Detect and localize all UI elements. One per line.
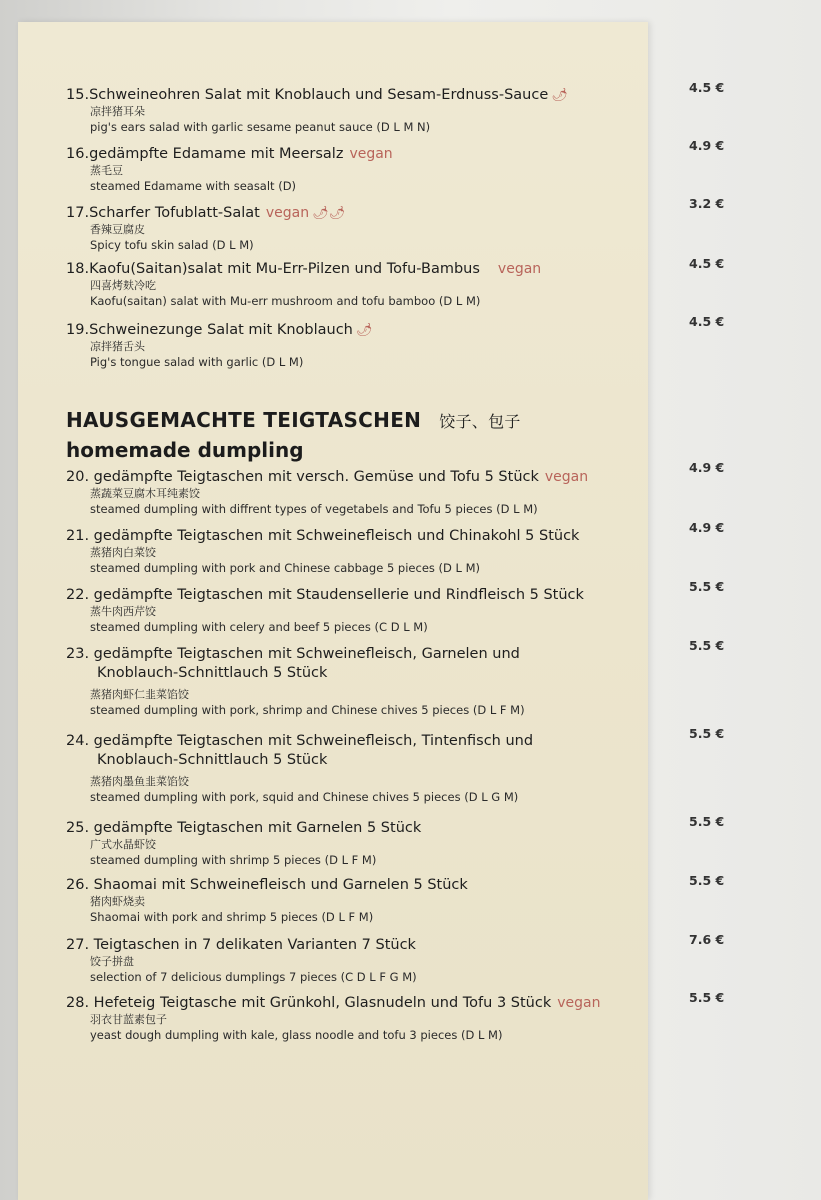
item-title: gedämpfte Teigtaschen mit versch. Gemüse und Tofu 5 Stück [93,469,539,485]
item-price: 4.5 € [689,80,725,95]
item-chinese: 蒸毛豆 [90,164,123,177]
menu-item-15 [66,86,568,135]
menu-item-23 [66,645,525,718]
item-title: gedämpfte Teigtaschen mit Schweinefleisch und Chinakohl 5 Stück [93,528,580,544]
item-price: 5.5 € [689,873,725,888]
item-title: Hefeteig Teigtasche mit Grünkohl, Glasnudeln und Tofu 3 Stück [93,995,552,1011]
item-number: 17. [66,205,90,221]
heading-german: HAUSGEMACHTE TEIGTASCHEN [66,408,422,432]
item-chinese: 蒸猪肉虾仁韭菜馅饺 [90,688,189,701]
item-number: 15. [66,87,90,103]
item-chinese: 蒸猪肉墨鱼韭菜馅饺 [90,775,189,788]
item-english: steamed dumpling with celery and beef 5 pieces (C D L M) [90,620,428,634]
item-english: steamed Edamame with seasalt (D) [90,179,297,193]
item-price: 4.5 € [689,314,725,329]
item-chinese: 蒸牛肉西芹饺 [90,605,156,618]
item-price: 4.9 € [689,520,725,535]
item-price: 5.5 € [689,726,725,741]
menu-item-24 [66,732,533,805]
vegan-label: vegan [557,995,601,1011]
item-english: Shaomai with pork and shrimp 5 pieces (D L F M) [90,910,374,924]
item-title: Scharfer Tofublatt-Salat [89,205,260,221]
item-title-continued: Knoblauch-Schnittlauch 5 Stück [97,665,328,681]
item-price: 3.2 € [689,196,725,211]
menu-item-22 [66,586,584,635]
menu-item-27 [66,936,417,985]
item-chinese: 四喜烤麸冷吃 [90,279,156,292]
item-price: 7.6 € [689,932,725,947]
item-title: Kaofu(Saitan)salat mit Mu-Err-Pilzen und Tofu-Bambus [89,261,480,277]
item-title: gedämpfte Teigtaschen mit Garnelen 5 Stück [93,820,422,836]
menu-item-17 [66,204,345,253]
item-number: 25. [66,820,90,836]
item-english: steamed dumpling with shrimp 5 pieces (D L F M) [90,853,377,867]
item-english: pig's ears salad with garlic sesame peanut sauce (D L M N) [90,120,431,134]
item-chinese: 凉拌猪耳朵 [90,105,145,118]
menu-item-18 [66,260,541,309]
item-number: 27. [66,937,90,953]
item-title: gedämpfte Teigtaschen mit Schweinefleisch, Tintenfisch und [93,733,534,749]
item-number: 26. [66,877,90,893]
menu-item-16 [66,145,393,194]
vegan-label: vegan [265,205,310,221]
item-title: Schweineohren Salat mit Knoblauch und Sesam-Erdnuss-Sauce [89,87,549,103]
item-price: 4.9 € [689,138,725,153]
chili-icon: 🌶🌶 [312,206,346,221]
item-english: steamed dumpling with diffrent types of vegetabels and Tofu 5 pieces (D L M) [90,502,538,516]
item-title: gedämpfte Teigtaschen mit Schweinefleisch, Garnelen und [93,646,520,662]
item-chinese: 凉拌猪舌头 [90,340,145,353]
item-english: steamed dumpling with pork, shrimp and Chinese chives 5 pieces (D L F M) [90,703,525,717]
item-english: steamed dumpling with pork and Chinese cabbage 5 pieces (D L M) [90,561,481,575]
item-english: Spicy tofu skin salad (D L M) [90,238,254,252]
item-chinese: 蒸蔬菜豆腐木耳纯素饺 [90,487,200,500]
vegan-label: vegan [349,146,393,162]
item-price: 5.5 € [689,990,725,1005]
item-chinese: 蒸猪肉白菜饺 [90,546,156,559]
item-chinese: 香辣豆腐皮 [90,223,145,236]
item-number: 16. [66,146,90,162]
item-number: 23. [66,646,90,662]
section-heading [66,408,521,432]
menu-item-26 [66,876,468,925]
menu-item-19 [66,321,372,370]
item-number: 19. [66,322,90,338]
chili-icon: 🌶 [551,88,568,103]
item-chinese: 羽衣甘蓝素包子 [90,1013,167,1026]
item-title: gedämpfte Edamame mit Meersalz [89,146,344,162]
item-title: Schweinezunge Salat mit Knoblauch [89,322,353,338]
heading-chinese: 饺子、包子 [439,412,521,431]
item-price: 5.5 € [689,638,725,653]
section-subheading: homemade dumpling [66,438,304,462]
chili-icon: 🌶 [355,323,373,338]
item-title-continued: Knoblauch-Schnittlauch 5 Stück [97,752,328,768]
vegan-label: vegan [497,261,542,277]
item-number: 24. [66,733,90,749]
menu-item-25 [66,819,421,868]
item-english: selection of 7 delicious dumplings 7 pieces (C D L F G M) [90,970,417,984]
item-number: 18. [66,261,90,277]
item-price: 4.5 € [689,256,725,271]
item-price: 5.5 € [689,579,725,594]
item-price: 5.5 € [689,814,725,829]
item-number: 22. [66,587,90,603]
item-title: gedämpfte Teigtaschen mit Staudensellerie und Rindfleisch 5 Stück [93,587,584,603]
item-title: Teigtaschen in 7 delikaten Varianten 7 Stück [93,937,416,953]
item-number: 21. [66,528,90,544]
item-english: steamed dumpling with pork, squid and Chinese chives 5 pieces (D L G M) [90,790,519,804]
item-english: yeast dough dumpling with kale, glass noodle and tofu 3 pieces (D L M) [90,1028,503,1042]
item-chinese: 广式水晶虾饺 [90,838,156,851]
item-chinese: 猪肉虾烧卖 [90,895,145,908]
item-title: Shaomai mit Schweinefleisch und Garnelen 5 Stück [93,877,468,893]
item-number: 28. [66,995,90,1011]
menu-item-21 [66,527,579,576]
item-english: Kaofu(saitan) salat with Mu-err mushroom and tofu bamboo (D L M) [90,294,481,308]
item-english: Pig's tongue salad with garlic (D L M) [90,355,304,369]
item-number: 20. [66,469,90,485]
vegan-label: vegan [544,469,589,485]
menu-item-20 [66,468,588,517]
item-price: 4.9 € [689,460,725,475]
menu-item-28 [66,994,600,1043]
item-chinese: 饺子拼盘 [90,955,134,968]
